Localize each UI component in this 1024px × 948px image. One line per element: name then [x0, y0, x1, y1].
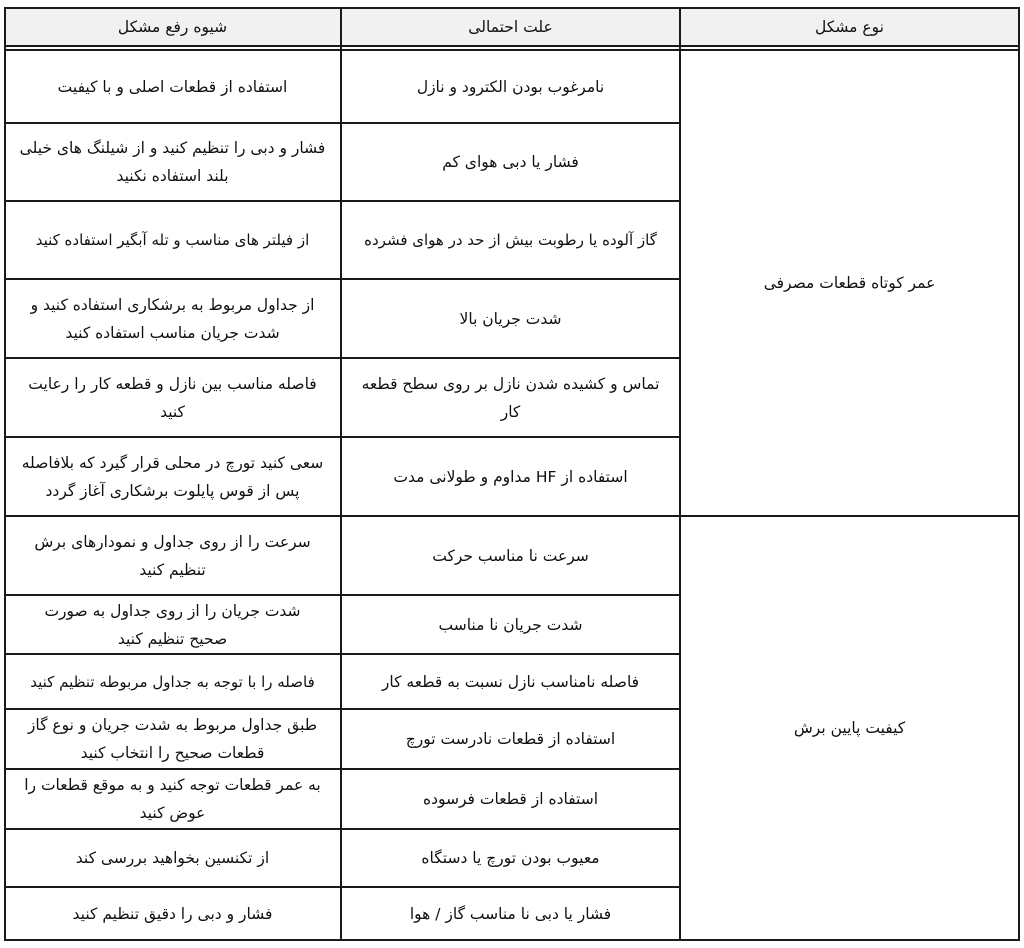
solution-cell — [5, 124, 340, 200]
header-probable-cause — [342, 9, 679, 45]
cause-text: استفاده از قطعات نادرست تورچ — [405, 730, 616, 748]
cause-text: استفاده از قطعات فرسوده — [422, 790, 599, 808]
cause-cell — [342, 596, 679, 653]
solution-text: از جداول مربوط به برشکاری استفاده کنید و شدت جریان مناسب استفاده کنید — [30, 295, 315, 342]
problem-type-cell — [681, 517, 1018, 939]
solution-cell — [5, 517, 340, 594]
problem-type-label: عمر کوتاه قطعات مصرفی — [763, 274, 936, 292]
cause-text: فاصله نامناسب نازل نسبت به قطعه کار — [381, 672, 640, 691]
table-bottom-border — [4, 939, 1020, 941]
solution-cell — [5, 888, 340, 939]
cause-cell — [342, 517, 679, 594]
cause-cell — [342, 124, 679, 200]
header-solution-label: شیوه رفع مشکل — [117, 18, 228, 36]
solution-text: فشار و دبی را تنظیم کنید و از شیلنگ های خیلی بلند استفاده نکنید — [19, 139, 326, 185]
solution-cell — [5, 770, 340, 828]
solution-cell — [5, 359, 340, 436]
problem-type-cell — [681, 51, 1018, 515]
solution-cell — [5, 710, 340, 768]
solution-text: فاصله مناسب بین نازل و قطعه کار را رعایت کنید — [28, 374, 317, 421]
header-solution — [5, 9, 340, 45]
cause-text: معیوب بودن تورچ یا دستگاه — [421, 849, 600, 867]
cause-text: سرعت نا مناسب حرکت — [432, 546, 589, 565]
cause-text: نامرغوب بودن الکترود و نازل — [416, 77, 605, 96]
cause-cell — [342, 655, 679, 708]
solution-text: سعی کنید تورچ در محلی قرار گیرد که بلافاصله پس از قوس پایلوت برشکاری آغاز گردد — [21, 453, 324, 500]
header-problem-type — [681, 9, 1018, 45]
cause-text: شدت جریان بالا — [459, 309, 562, 328]
solution-cell — [5, 438, 340, 515]
cause-cell — [342, 51, 679, 122]
solution-cell — [5, 596, 340, 653]
cause-cell — [342, 830, 679, 886]
solution-text: از فیلتر های مناسب و تله آبگیر استفاده کنید — [35, 231, 310, 249]
cause-cell — [342, 280, 679, 357]
cause-text: فشار یا دبی هوای کم — [442, 153, 579, 171]
cause-text: گاز آلوده یا رطوبت بیش از حد در هوای فشرده — [364, 231, 657, 249]
cause-text: فشار یا دبی نا مناسب گاز / هوا — [409, 904, 612, 923]
solution-text: طبق جداول مربوط به شدت جریان و نوع گاز قطعات صحیح را انتخاب کنید — [27, 716, 318, 762]
solution-text: به عمر قطعات توجه کنید و به موقع قطعات را عوض کنید — [24, 776, 321, 822]
solution-text: استفاده از قطعات اصلی و با کیفیت — [57, 77, 288, 96]
solution-cell — [5, 280, 340, 357]
cause-text: تماس و کشیده شدن نازل بر روی سطح قطعه کار — [361, 374, 660, 421]
problem-type-label: کیفیت پایین برش — [793, 719, 906, 737]
cause-cell — [342, 710, 679, 768]
solution-cell — [5, 655, 340, 708]
cause-cell — [342, 359, 679, 436]
header-problem-type-label: نوع مشکل — [815, 18, 884, 36]
table-right-border — [1018, 7, 1020, 941]
solution-text: فاصله را با توجه به جداول مربوطه تنظیم کنید — [30, 672, 315, 691]
solution-text: فشار و دبی را دقیق تنظیم کنید — [72, 904, 273, 923]
cause-text: استفاده از HF مداوم و طولانی مدت — [393, 467, 628, 486]
cause-text: شدت جریان نا مناسب — [438, 615, 583, 634]
solution-text: از تکنسین بخواهید بررسی کند — [75, 849, 270, 867]
solution-cell — [5, 202, 340, 278]
cause-cell — [342, 202, 679, 278]
solution-text: سرعت را از روی جداول و نمودارهای برش تنظیم کنید — [34, 532, 311, 579]
solution-cell — [5, 51, 340, 122]
header-probable-cause-label: علت احتمالی — [468, 18, 553, 36]
cause-cell — [342, 888, 679, 939]
header-bottom-border — [4, 45, 1020, 47]
cause-cell — [342, 770, 679, 828]
cause-cell — [342, 438, 679, 515]
solution-text: شدت جریان را از روی جداول به صورت صحیح تنظیم کنید — [44, 601, 301, 648]
solution-cell — [5, 830, 340, 886]
